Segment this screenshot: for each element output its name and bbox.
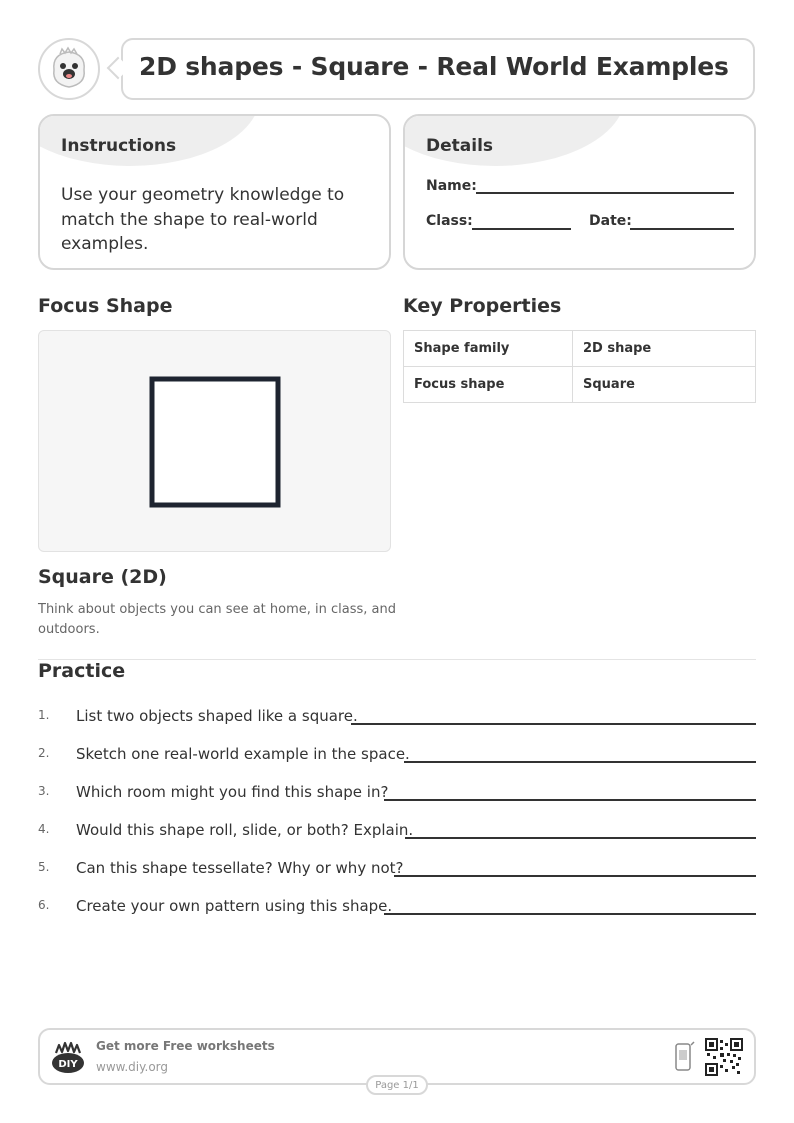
name-label: Name: xyxy=(426,178,477,194)
date-label: Date: xyxy=(589,213,632,229)
question-number: 3. xyxy=(38,784,50,798)
question-number: 6. xyxy=(38,898,50,912)
footer-promo: Get more Free worksheets xyxy=(96,1039,275,1053)
footer-url[interactable]: www.diy.org xyxy=(96,1060,168,1074)
date-field[interactable] xyxy=(630,228,734,230)
property-value: 2D shape xyxy=(573,331,756,367)
question-number: 4. xyxy=(38,822,50,836)
phone-scan-icon xyxy=(673,1041,695,1073)
table-row xyxy=(404,367,756,403)
question-text: Which room might you find this shape in? xyxy=(76,783,389,801)
phone-icon xyxy=(673,1041,695,1073)
question-text: List two objects shaped like a square. xyxy=(76,707,358,725)
mascot-avatar xyxy=(38,38,100,100)
question-text: Can this shape tessellate? Why or why not? xyxy=(76,859,404,877)
shape-name: Square (2D) xyxy=(38,566,167,588)
square-shape-icon xyxy=(149,376,281,508)
question-number: 2. xyxy=(38,746,50,760)
shape-caption: Think about objects you can see at home, in class, and outdoors. xyxy=(38,602,396,637)
diy-logo-icon[interactable] xyxy=(50,1039,86,1075)
table-row xyxy=(404,331,756,367)
question-text: Create your own pattern using this shape. xyxy=(76,897,393,915)
page-title: 2D shapes - Square - Real World Examples xyxy=(139,52,729,81)
answer-line[interactable] xyxy=(384,913,756,915)
class-field[interactable] xyxy=(472,228,571,230)
answer-line[interactable] xyxy=(404,761,756,763)
question-text: Sketch one real-world example in the space. xyxy=(76,745,410,763)
instructions-heading: Instructions xyxy=(61,136,177,156)
answer-line[interactable] xyxy=(384,799,756,801)
details-card xyxy=(403,114,756,270)
key-properties-heading: Key Properties xyxy=(403,295,562,317)
focus-shape-heading: Focus Shape xyxy=(38,295,173,317)
property-label: Focus shape xyxy=(404,367,573,403)
section-divider xyxy=(38,659,756,660)
name-field[interactable] xyxy=(476,192,734,194)
qr-code-graphic xyxy=(705,1038,743,1076)
answer-line[interactable] xyxy=(405,837,756,839)
class-label: Class: xyxy=(426,213,473,229)
question-text: Would this shape roll, slide, or both? Explain. xyxy=(76,821,414,839)
qr-code-icon[interactable] xyxy=(705,1038,743,1076)
answer-line[interactable] xyxy=(351,723,756,725)
shape-panel xyxy=(38,330,391,552)
logo-text: DIY xyxy=(58,1059,78,1070)
instructions-text: Use your geometry knowledge to match the shape to real-world examples. xyxy=(61,185,345,254)
yeti-icon xyxy=(40,40,98,98)
question-number: 1. xyxy=(38,708,50,722)
properties-table xyxy=(403,330,756,403)
page-indicator: Page 1/1 xyxy=(366,1075,428,1095)
answer-line[interactable] xyxy=(394,875,756,877)
instructions-card xyxy=(38,114,391,270)
diy-badge-icon xyxy=(50,1039,86,1075)
practice-heading: Practice xyxy=(38,660,126,682)
details-heading: Details xyxy=(426,136,494,156)
property-label: Shape family xyxy=(404,331,573,367)
question-number: 5. xyxy=(38,860,50,874)
property-value: Square xyxy=(573,367,756,403)
